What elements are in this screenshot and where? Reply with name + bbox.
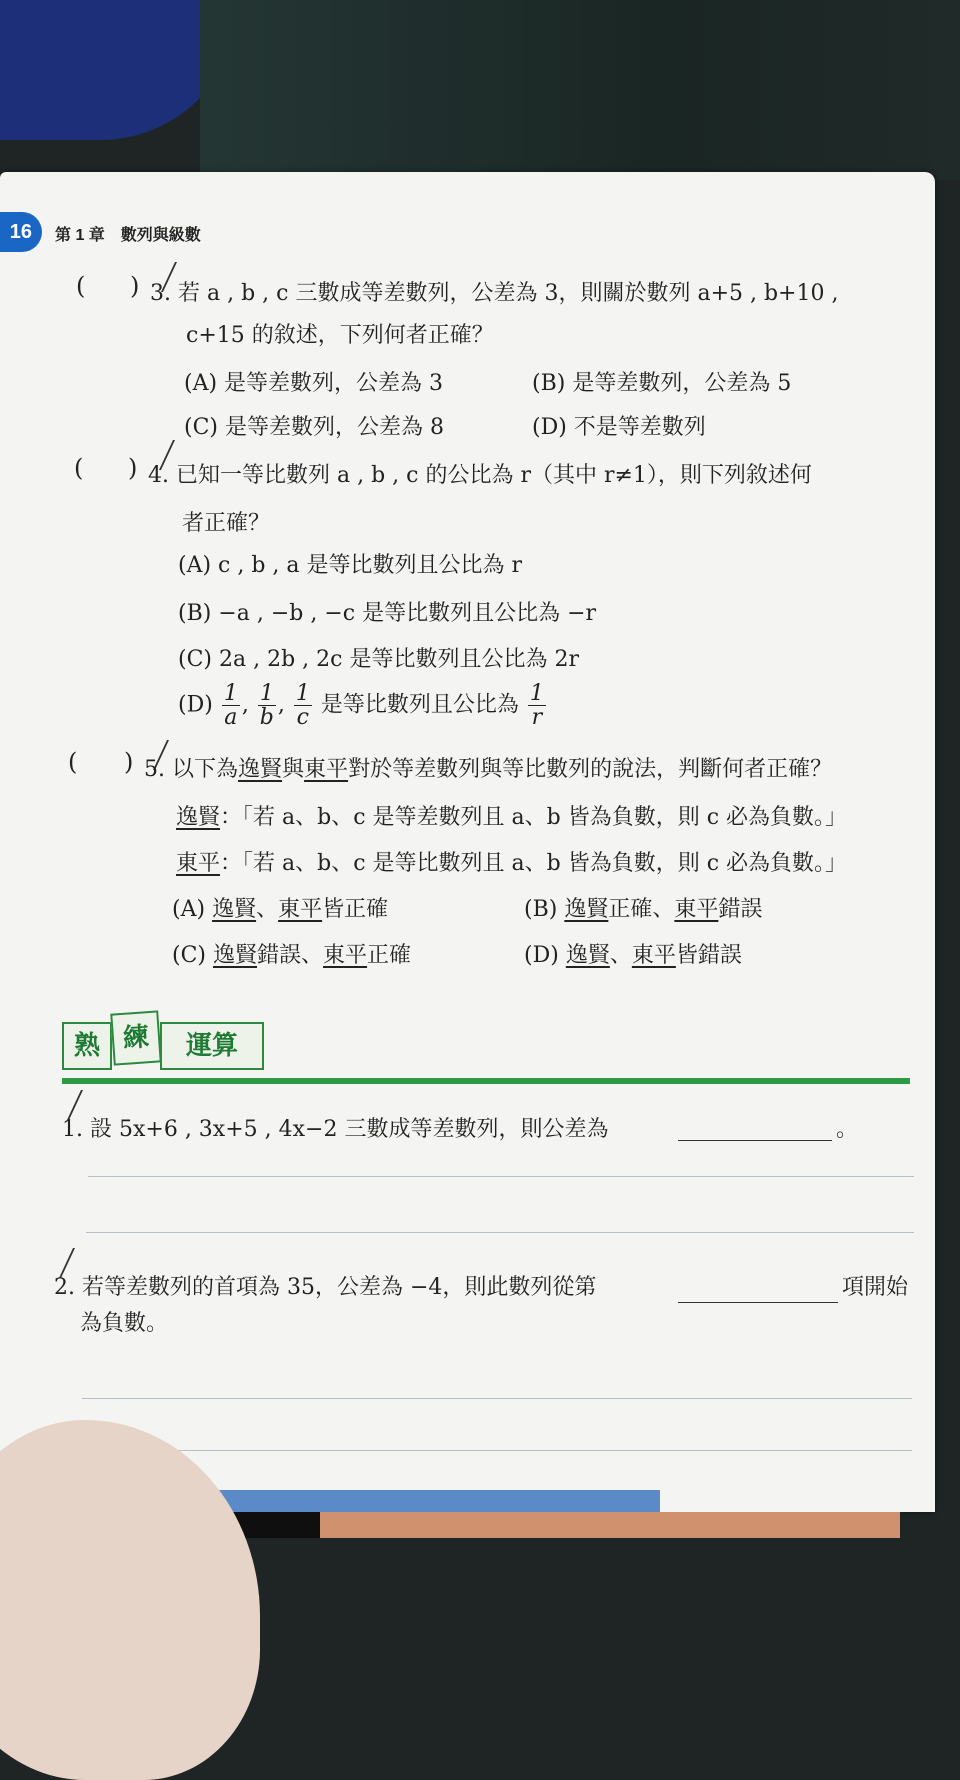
answer-paren-close: ) (128, 454, 138, 482)
answer-paren-close: ) (124, 748, 134, 776)
question-number: 3. (150, 281, 171, 306)
answer-paren-open: ( (76, 272, 86, 300)
name-dongping: 東平 (304, 757, 349, 782)
option-d: (D) $\frac{1}{a}$ , $\frac{1}{b}$ , $\frac{1}{c}$ 是等比數列且公比為 $\frac{1}{r}$ (178, 681, 544, 731)
option-c: (C) 是等差數列，公差為 8 (184, 415, 444, 440)
question-4-line-2: 者正確？ (182, 511, 271, 536)
section-header (62, 1012, 262, 1074)
question-number: 5. (144, 757, 165, 782)
fraction-1-over-a: $\frac{1}{a}$ (223, 681, 238, 731)
statement-yixian: 逸賢：「若 a、b、c 是等差數列且 a、b 皆為負數，則 c 必為負數。」 (176, 805, 848, 830)
answer-paren-open: ( (68, 748, 78, 776)
section-char-3: 運算 (160, 1022, 264, 1070)
option-d: (D) 逸賢、東平皆錯誤 (524, 943, 742, 968)
question-text: 已知一等比數列 a , b , c 的公比為 r（其中 r≠1），則下列敘述何 (176, 463, 812, 488)
question-5-line-1: 5. 以下為逸賢與東平對於等差數列與等比數列的說法，判斷何者正確？ (144, 757, 833, 782)
practice-2-line-2: 為負數。 (80, 1311, 169, 1336)
option-a: (A) 是等差數列，公差為 3 (184, 371, 444, 396)
practice-1: 1. 設 5x+6 , 3x+5 , 4x−2 三數成等差數列，則公差為 (62, 1117, 609, 1142)
fraction-1-over-c: $\frac{1}{c}$ (295, 681, 310, 731)
option-b: (B) 逸賢正確、東平錯誤 (524, 897, 763, 922)
statement-dongping: 東平：「若 a、b、c 是等比數列且 a、b 皆為負數，則 c 必為負數。」 (176, 851, 848, 876)
answer-paren-close: ) (130, 272, 140, 300)
name-yixian: 逸賢 (238, 757, 283, 782)
option-c: (C) 2a , 2b , 2c 是等比數列且公比為 2r (178, 647, 579, 672)
section-char-2: 練 (110, 1010, 162, 1065)
answer-blank[interactable] (678, 1140, 832, 1141)
practice-2: 2. 若等差數列的首項為 35，公差為 −4，則此數列從第 (54, 1275, 597, 1300)
question-text: 若 a , b , c 三數成等差數列，公差為 3，則關於數列 a+5 , b+10 , (178, 281, 839, 306)
practice-number: 1. (62, 1117, 83, 1142)
question-3-line-1 (150, 276, 838, 307)
practice-number: 2. (54, 1275, 75, 1300)
guide-line (82, 1398, 912, 1399)
guide-line (86, 1232, 914, 1233)
option-c: (C) 逸賢錯誤、東平正確 (172, 943, 412, 968)
option-b: (B) −a , −b , −c 是等比數列且公比為 −r (178, 601, 597, 626)
question-3-line-2: c+15 的敘述，下列何者正確？ (186, 323, 494, 348)
option-a: (A) c , b , a 是等比數列且公比為 r (178, 553, 523, 578)
guide-line (80, 1450, 912, 1451)
option-d: (D) 不是等差數列 (532, 415, 706, 440)
answer-blank[interactable] (678, 1302, 838, 1303)
page-number: 16 (0, 212, 42, 252)
option-b: (B) 是等差數列，公差為 5 (532, 371, 792, 396)
practice-1-end: 。 (836, 1117, 859, 1142)
fraction-1-over-r: $\frac{1}{r}$ (529, 681, 544, 731)
chapter-title: 第 1 章 數列與級數 (55, 227, 201, 244)
question-number: 4. (148, 463, 169, 488)
fraction-1-over-b: $\frac{1}{b}$ (259, 681, 274, 731)
background-table (200, 0, 960, 180)
question-4-line-1 (148, 458, 812, 489)
section-char-1: 熟 (62, 1022, 112, 1070)
guide-line (88, 1176, 914, 1177)
page-edge-band (320, 1512, 900, 1538)
answer-paren-open: ( (74, 454, 84, 482)
practice-2-end: 項開始 (842, 1275, 909, 1300)
option-a: (A) 逸賢、東平皆正確 (172, 897, 389, 922)
section-rule (62, 1078, 910, 1084)
